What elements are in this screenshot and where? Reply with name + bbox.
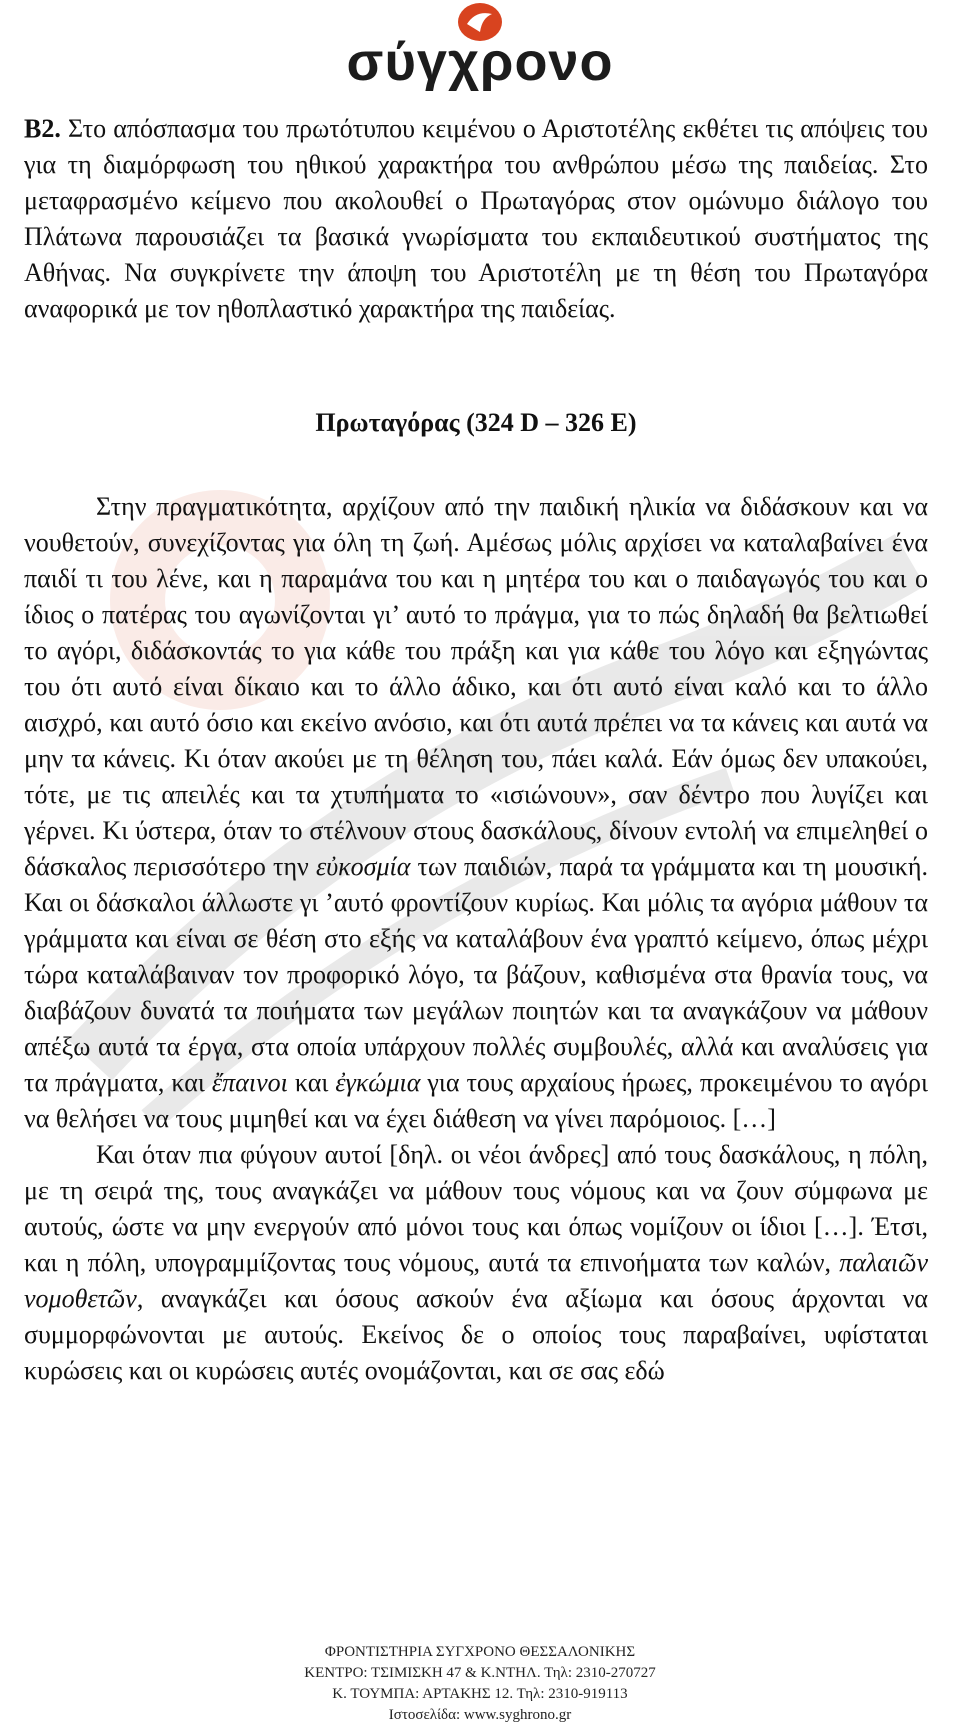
source-title: Πρωταγόρας (324 D – 326 E) — [315, 408, 637, 437]
footer-line-2: ΚΕΝΤΡΟ: ΤΣΙΜΙΣΚΗ 47 & Κ.ΝΤΗΛ. Τηλ: 2310-270727 — [304, 1665, 656, 1681]
footer-website: Ιστοσελίδα: www.syghrono.gr — [388, 1707, 572, 1723]
paragraph-1-text-a: Στην πραγματικότητα, αρχίζουν από την παιδική ηλικία να διδάσκουν και να νουθετούν, συνεχίζοντας για όλη τη ζωή. Αμέσως μόλις αρχίσει να καταλαβαίνει ένα παιδί τι του λένε, και η παραμάνα του και η μητέρα του και ο παιδαγωγός του και ο ίδιος ο πατέρας του αγωνίζονται γι’ αυτό το πράγμα, για το πώς δηλαδή θα βελτιωθεί το αγόρι, διδάσκοντάς το για κάθε του πράξη και για κάθε του λόγο και εξηγώντας του ότι αυτό είναι δίκαιο και το άλλο άδικο, και ότι αυτό είναι καλό και το άλλο αισχρό, και αυτό όσιο και εκείνο ανόσιο, και ότι αυτά πρέπει να τα κάνεις και αυτά να μην τα κάνεις. Κι όταν ακούει με τη θέληση του, πάει καλά. Εάν όμως δεν υπακούει, τότε, με τις απειλές και τα χτυπήματα το «ισιώνουν», σαν δέντρο που λυγίζει και γέρνει. Κι ύστερα, όταν το στέλνουν στους δασκάλους, δίνουν εντολή να επιμεληθεί ο δάσκαλος περισσότερο την — [24, 492, 928, 881]
logo-text: σύγχρονο — [346, 32, 614, 92]
paragraph-1-text-d: για τους αρχαίους ήρωες, προκειμένου το αγόρι να θελήσει να τους μιμηθεί και να έχει διάθεση να γίνει παρόμοιος. […] — [24, 1068, 928, 1133]
footer-line-3: Κ. ΤΟΥΜΠΑ: ΑΡΤΑΚΗΣ 12. Τηλ: 2310-919113 — [332, 1686, 628, 1702]
text-paragraph-2 — [24, 1137, 928, 1389]
paragraph-2-text-b: , αναγκάζει και όσους ασκούν ένα αξίωμα και όσους άρχονται να συμμορφώνονται με αυτούς. Εκείνος δε ο οποίος τους παραβαίνει, υφίσταται κυρώσεις και οι κυρώσεις αυτές ονομάζονται, και σε σας εδώ — [24, 1284, 928, 1385]
question-text: Στο απόσπασμα του πρωτότυπου κειμένου ο Αριστοτέλης εκθέτει τις απόψεις του για τη διαμόρφωση του ηθικού χαρακτήρα του ανθρώπου μέσω της παιδείας. Στο μεταφρασμένο κείμενο που ακολουθεί ο Πρωταγόρας στον ομώνυμο διάλογο του Πλάτωνα παρουσιάζει τα βασικά γνωρίσματα του εκπαιδευτικού συστήματος της Αθήνας. Να συγκρίνετε την άποψη του Αριστοτέλη με τη θέση του Πρωταγόρα αναφορικά με τον ηθοπλαστικό χαρακτήρα της παιδείας. — [24, 114, 929, 323]
paragraph-2-text-a: Και όταν πια φύγουν αυτοί [δηλ. οι νέοι άνδρες] από τους δασκάλους, η πόλη, με τη σειρά της, τους αναγκάζει να μάθουν τους νόμους και να ζουν σύμφωνα με αυτούς, ώστε να μην ενεργούν από μόνοι τους και όπως νομίζουν οι ίδιοι […]. Έτσι, και η πόλη, υπογραμμίζοντας τους νόμους, αυτά τα επινοήματα των καλών, — [24, 1140, 928, 1277]
paragraph-1-text-b: των παιδιών, παρά τα γράμματα και τη μουσική. Και οι δάσκαλοι άλλωστε γι ’αυτό φροντίζουν κυρίως. Και μόλις τα αγόρια μάθουν τα γράμματα και είναι σε θέση στο εξής να καταλάβουν ένα γραπτό κείμενο, όπως μέχρι τώρα καταλάβαιναν τον προφορικό λόγο, τα βάζουν, καθισμένα στα θρανία τους, να διαβάζουν δυνατά τα ποιήματα των μεγάλων ποιητών και τα αναγκάζουν να μάθουν απέξω αυτά τα έργα, στα οποία υπάρχουν πολλές συμβουλές, αλλά και αναλύσεις για τα πράγματα, και — [24, 852, 928, 1097]
italic-term-enkomia: ἐγκώμια — [335, 1068, 421, 1097]
page-header — [0, 0, 960, 100]
italic-term-eukosmia: εὐκοσμία — [315, 852, 411, 881]
question-paragraph — [24, 111, 928, 327]
document-body — [24, 111, 928, 1389]
italic-term-palaion-nomotheton: παλαιῶν νομοθετῶν — [24, 1248, 928, 1313]
page-footer — [0, 1642, 960, 1726]
italic-term-epainoi: ἔπαινοι — [211, 1068, 288, 1097]
footer-line-1: ΦΡΟΝΤΙΣΤΗΡΙΑ ΣΥΓΧΡΟΝΟ ΘΕΣΣΑΛΟΝΙΚΗΣ — [324, 1644, 636, 1660]
paragraph-1-text-c: και — [287, 1068, 336, 1097]
text-paragraph-1 — [24, 489, 928, 1137]
question-label: Β2. — [24, 114, 61, 143]
